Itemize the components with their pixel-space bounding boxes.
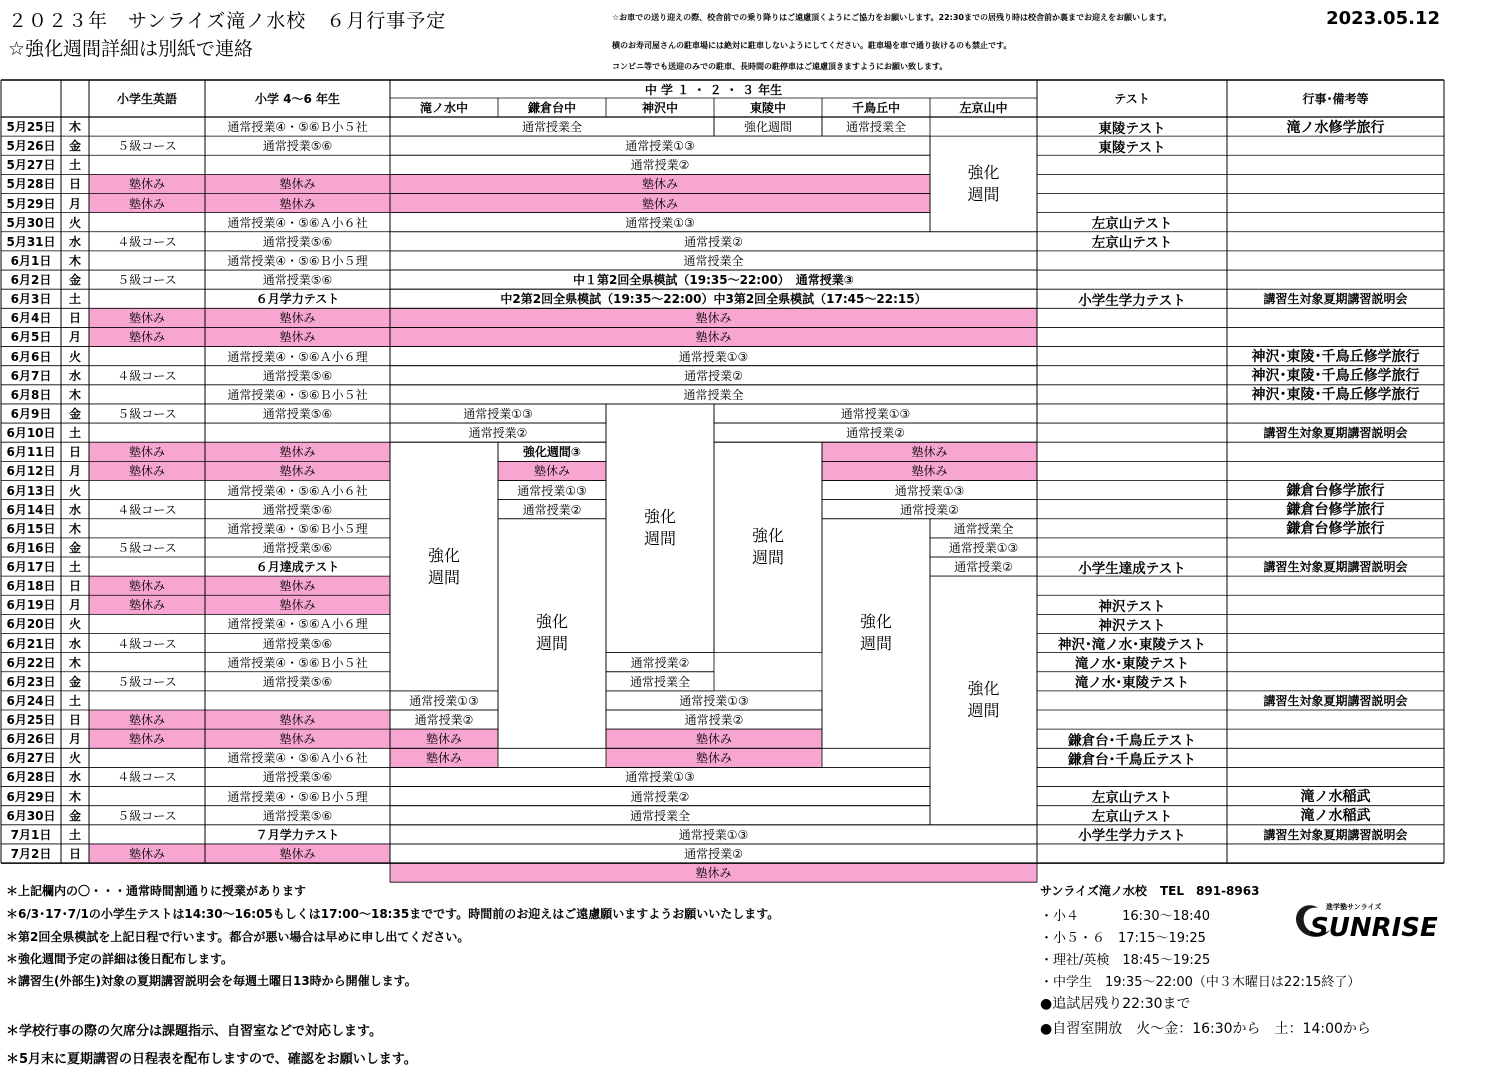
- row-event: 滝ノ水稲武: [1300, 789, 1371, 806]
- row-weekday: 土: [68, 292, 81, 307]
- chu-block: 通常授業②: [684, 368, 743, 383]
- row-weekday: 水: [68, 368, 81, 383]
- footer-note-6: ＊学校行事の際の欠席分は課題指示、自習室などで対応します。: [6, 1024, 382, 1039]
- row-eigo: ５級コース: [117, 407, 177, 421]
- row-date: 6月23日: [6, 674, 56, 689]
- row-event: 講習生対象夏期講習説明会: [1263, 292, 1408, 307]
- row-weekday: 木: [68, 655, 81, 670]
- row-weekday: 日: [68, 713, 81, 728]
- chu-block: 通常授業①③: [463, 407, 533, 421]
- row-weekday: 土: [68, 560, 81, 575]
- time-sho56: ・小５・６ 17:15〜19:25: [1040, 931, 1206, 946]
- row-date: 6月16日: [6, 540, 56, 555]
- row-weekday: 木: [68, 253, 81, 268]
- col-header-school: 神沢中: [641, 101, 678, 115]
- row-eigo: ４級コース: [117, 234, 177, 249]
- row-eigo: 塾休み: [128, 196, 165, 211]
- row-test: 東陵テスト: [1098, 139, 1166, 156]
- row-sho46: ７月学力テスト: [255, 827, 340, 842]
- row-sho46: 通常授業④・⑤⑥Ｂ小５社: [227, 120, 368, 135]
- row-date: 6月29日: [6, 789, 56, 804]
- row-eigo: ４級コース: [117, 770, 177, 785]
- row-weekday: 水: [68, 636, 81, 651]
- chu-block: 中2第2回全県模試（19:35〜22:00）中3第2回全県模試（17:45〜22:15）: [500, 292, 927, 307]
- chu-block: 通常授業①③: [679, 693, 749, 708]
- row-test: 神沢･滝ノ水･東陵テスト: [1058, 637, 1206, 654]
- row-weekday: 土: [68, 827, 81, 842]
- chu-block: 塾休み: [695, 732, 732, 747]
- row-sho46: 通常授業⑤⑥: [262, 139, 333, 154]
- col-header-event: 行事･備考等: [1302, 92, 1369, 106]
- row-weekday: 木: [68, 120, 81, 135]
- row-sho46: 通常授業⑤⑥: [262, 368, 333, 383]
- chu-block: 通常授業①③: [625, 139, 695, 154]
- row-date: 6月1日: [10, 253, 52, 268]
- row-sho46: 通常授業④・⑤⑥Ａ小６理: [227, 349, 368, 364]
- chu-block: 塾休み: [695, 311, 732, 326]
- row-weekday: 月: [68, 598, 81, 613]
- col-header-school: 左京山中: [959, 101, 1008, 115]
- row-date: 5月29日: [6, 196, 56, 211]
- row-weekday: 金: [68, 273, 81, 288]
- row-test: 滝ノ水･東陵テスト: [1074, 675, 1190, 692]
- chu-block: 中１第2回全県模試（19:35〜22:00） 通常授業③: [573, 273, 854, 288]
- row-sho46: 通常授業④・⑤⑥Ｂ小５社: [227, 655, 368, 670]
- time-risha: ・理社/英検 18:45〜19:25: [1040, 953, 1211, 968]
- row-sho46: ６月達成テスト: [255, 560, 340, 575]
- row-date: 7月1日: [10, 827, 52, 842]
- kyoka-label: 週間: [535, 634, 568, 654]
- row-event: 講習生対象夏期講習説明会: [1263, 827, 1408, 842]
- kyoka-label: 強化: [859, 612, 892, 632]
- row-sho46: 通常授業⑤⑥: [262, 770, 333, 785]
- chu-block: 強化週間③: [522, 445, 582, 460]
- row-event: 講習生対象夏期講習説明会: [1263, 693, 1408, 708]
- chu-block: 塾休み: [425, 751, 462, 766]
- chu-block: 通常授業②: [468, 426, 528, 441]
- row-weekday: 火: [68, 349, 81, 364]
- row-sho46: 通常授業⑤⑥: [262, 273, 333, 288]
- row-sho46: 塾休み: [279, 445, 316, 460]
- row-date: 6月2日: [10, 273, 52, 288]
- footer-note-4: ＊強化週間予定の詳細は後日配布します。: [6, 952, 234, 966]
- footer-note-1: ＊上記欄内の〇・・・通常時間割通りに授業があります: [6, 884, 307, 898]
- chu-block: 通常授業全: [683, 387, 744, 402]
- row-weekday: 火: [68, 215, 81, 230]
- row-eigo: ５級コース: [117, 139, 177, 154]
- kyoka-label: 強化: [751, 526, 784, 546]
- row-event: 神沢･東陵･千鳥丘修学旅行: [1251, 387, 1420, 404]
- row-date: 6月27日: [6, 751, 56, 766]
- row-eigo: ４級コース: [117, 636, 177, 651]
- row-weekday: 日: [68, 445, 81, 460]
- row-sho46: 通常授業⑤⑥: [262, 234, 333, 249]
- row-weekday: 土: [68, 693, 81, 708]
- chu-block: 通常授業②: [846, 426, 905, 441]
- row-date: 6月7日: [10, 368, 52, 383]
- row-event: 講習生対象夏期講習説明会: [1263, 426, 1408, 441]
- chu-block: 通常授業全: [629, 674, 690, 689]
- row-sho46: 通常授業⑤⑥: [262, 407, 333, 421]
- row-event: 滝ノ水稲武: [1300, 808, 1371, 825]
- row-date: 6月19日: [6, 598, 56, 613]
- row-eigo: 塾休み: [128, 177, 165, 192]
- row-sho46: 通常授業④・⑤⑥Ａ小６社: [227, 215, 368, 230]
- row-weekday: 月: [68, 464, 81, 479]
- chu-block: 通常授業全: [683, 253, 744, 268]
- footer-note-7: ＊5月末に夏期講習の日程表を配布しますので、確認をお願いします。: [6, 1052, 417, 1067]
- row-weekday: 日: [68, 177, 81, 192]
- chu-block: 通常授業全: [629, 808, 690, 823]
- row-weekday: 木: [68, 387, 81, 402]
- row-event: 鎌倉台修学旅行: [1286, 483, 1385, 500]
- chu-block: 通常授業①③: [948, 540, 1019, 555]
- page-title: ２０２３年 サンライズ滝ノ水校 ６月行事予定: [8, 10, 447, 32]
- row-date: 6月21日: [6, 636, 56, 651]
- row-weekday: 日: [68, 847, 81, 861]
- row-event: 講習生対象夏期講習説明会: [1263, 560, 1408, 575]
- row-event: 神沢･東陵･千鳥丘修学旅行: [1251, 368, 1420, 385]
- row-sho46: 通常授業④・⑤⑥Ａ小６社: [227, 751, 368, 766]
- row-date: 7月2日: [10, 847, 52, 861]
- chu-block: 強化週間: [743, 120, 792, 135]
- kyoka-label: 週間: [967, 701, 1000, 721]
- row-date: 6月8日: [10, 387, 52, 402]
- row-test: 鎌倉台･千鳥丘テスト: [1068, 751, 1196, 768]
- row-sho46: 塾休み: [279, 177, 316, 192]
- row-eigo: ５級コース: [117, 273, 177, 288]
- row-sho46: 塾休み: [279, 330, 316, 345]
- bullet-tsuishi: ●追試居残り22:30まで: [1040, 996, 1191, 1012]
- row-date: 6月6日: [10, 349, 52, 364]
- chu-block: 通常授業②: [630, 655, 690, 670]
- chu-block: 通常授業②: [684, 713, 744, 728]
- row-date: 6月13日: [6, 483, 56, 498]
- row-sho46: 塾休み: [279, 196, 316, 211]
- row-weekday: 木: [68, 521, 81, 536]
- chu-block: 塾休み: [911, 445, 948, 460]
- row-weekday: 水: [68, 770, 81, 785]
- row-date: 6月25日: [6, 713, 56, 728]
- row-sho46: 通常授業④・⑤⑥Ｂ小５理: [227, 789, 368, 804]
- row-event: 鎌倉台修学旅行: [1286, 502, 1385, 519]
- row-date: 6月4日: [10, 311, 52, 326]
- kyoka-label: 週間: [751, 548, 784, 568]
- row-eigo: 塾休み: [128, 713, 165, 728]
- row-weekday: 火: [68, 617, 81, 632]
- chu-block: 通常授業①③: [678, 827, 749, 842]
- row-date: 6月30日: [6, 808, 56, 823]
- notice-line-3: コンビニ等でも送迎のみでの駐車、長時間の駐停車はご遠慮頂きますようにお願い致します。: [612, 62, 948, 71]
- chu-block: 通常授業②: [522, 502, 582, 517]
- row-eigo: ４級コース: [117, 368, 177, 383]
- row-sho46: 塾休み: [279, 732, 316, 747]
- row-date: 6月15日: [6, 521, 56, 536]
- row-sho46: ６月学力テスト: [255, 292, 340, 307]
- row-date: 6月28日: [6, 770, 56, 785]
- row-event: 滝ノ水修学旅行: [1286, 119, 1385, 136]
- row-eigo: ５級コース: [117, 808, 177, 823]
- chu-block: 通常授業全: [521, 120, 582, 135]
- row-date: 6月17日: [6, 560, 56, 575]
- row-sho46: 塾休み: [279, 464, 316, 479]
- row-weekday: 金: [68, 139, 81, 154]
- notice-line-2: 横のお寿司屋さんの駐車場には絶対に駐車しないようにしてください。駐車場を車で通り抜けるのも禁止です。: [612, 41, 1012, 50]
- row-date: 5月31日: [6, 234, 56, 249]
- chu-block: 塾休み: [533, 464, 570, 479]
- row-sho46: 塾休み: [279, 847, 316, 861]
- row-sho46: 塾休み: [279, 713, 316, 728]
- footer-note-2: ＊6/3･17･7/1の小学生テストは14:30〜16:05もしくは17:00〜18:35までです。時間前のお迎えはご遠慮願いますようお願いいたします。: [6, 907, 780, 921]
- col-header-school: 千鳥丘中: [851, 101, 900, 115]
- col-header-school: 滝ノ水中: [419, 101, 468, 115]
- row-eigo: 塾休み: [128, 732, 165, 747]
- row-sho46: 塾休み: [279, 598, 316, 613]
- row-test: 小学生達成テスト: [1078, 560, 1186, 577]
- row-test: 左京山テスト: [1091, 790, 1173, 807]
- col-header-chu: 中 学 １ ・ ２ ・ ３ 年生: [644, 82, 783, 97]
- chu-block: 通常授業①③: [625, 770, 695, 785]
- kyoka-label: 強化: [967, 162, 1000, 182]
- row-date: 6月11日: [6, 445, 56, 460]
- row-date: 5月30日: [6, 215, 56, 230]
- chu-block: 塾休み: [911, 464, 948, 479]
- row-sho46: 通常授業⑤⑥: [262, 502, 333, 517]
- chu-block: 通常授業①③: [840, 407, 911, 421]
- chu-block: 塾休み: [695, 330, 732, 345]
- chu-block: 通常授業②: [414, 713, 474, 728]
- row-date: 6月18日: [6, 579, 56, 594]
- row-date: 5月25日: [6, 120, 56, 135]
- row-test: 小学生学力テスト: [1078, 828, 1186, 845]
- row-weekday: 月: [68, 330, 81, 345]
- row-test: 小学生学力テスト: [1078, 292, 1186, 309]
- chu-block: 通常授業②: [630, 158, 690, 173]
- col-header-test: テスト: [1114, 92, 1150, 106]
- col-header-eigo: 小学生英語: [116, 92, 177, 106]
- footer-note-5: ＊講習生(外部生)対象の夏期講習説明会を毎週土曜日13時から開催します。: [6, 974, 417, 988]
- chu-block: 通常授業②: [630, 789, 690, 804]
- row-weekday: 金: [68, 808, 81, 823]
- issue-date: 2023.05.12: [1326, 8, 1440, 29]
- chu-block: 通常授業②: [954, 560, 1013, 575]
- row-weekday: 火: [68, 751, 81, 766]
- row-eigo: 塾休み: [128, 330, 165, 345]
- row-date: 6月10日: [6, 426, 56, 441]
- kyoka-label: 週間: [967, 184, 1000, 204]
- time-chu: ・中学生 19:35〜22:00（中３木曜日は22:15終了）: [1040, 975, 1361, 990]
- row-weekday: 金: [68, 407, 81, 421]
- chu-block: 塾休み: [641, 196, 678, 211]
- kyoka-label: 強化: [427, 545, 460, 565]
- row-sho46: 通常授業⑤⑥: [262, 636, 333, 651]
- kyoka-label: 週間: [643, 529, 676, 549]
- page-subtitle: ☆強化週間詳細は別紙で連絡: [8, 38, 254, 60]
- row-test: 左京山テスト: [1091, 809, 1173, 826]
- row-sho46: 通常授業④・⑤⑥Ａ小６社: [227, 483, 368, 498]
- time-sho4: ・小４ 16:30〜18:40: [1040, 909, 1211, 924]
- chu-block: 通常授業②: [684, 847, 743, 861]
- row-test: 左京山テスト: [1091, 235, 1173, 252]
- row-eigo: 塾休み: [128, 311, 165, 326]
- row-date: 5月28日: [6, 177, 56, 192]
- row-weekday: 水: [68, 234, 81, 249]
- row-date: 6月22日: [6, 655, 56, 670]
- row-eigo: ５級コース: [117, 674, 177, 689]
- row-weekday: 日: [68, 311, 81, 326]
- chu-block: 通常授業①③: [625, 215, 695, 230]
- row-weekday: 月: [68, 196, 81, 211]
- row-sho46: 通常授業⑤⑥: [262, 674, 333, 689]
- col-header-school: 鎌倉台中: [527, 101, 576, 115]
- row-sho46: 塾休み: [279, 579, 316, 594]
- row-date: 6月9日: [10, 407, 52, 421]
- row-weekday: 土: [68, 426, 81, 441]
- footer-note-3: ＊第2回全県模試を上記日程で行います。都合が悪い場合は早めに申し出てください。: [6, 930, 470, 944]
- row-eigo: 塾休み: [128, 598, 165, 613]
- row-date: 6月5日: [10, 330, 52, 345]
- col-header-school: 東陵中: [749, 101, 786, 115]
- kyoka-label: 週間: [427, 567, 460, 587]
- row-weekday: 火: [68, 483, 81, 498]
- row-weekday: 金: [68, 674, 81, 689]
- row-eigo: ５級コース: [117, 540, 177, 555]
- row-weekday: 金: [68, 540, 81, 555]
- row-sho46: 通常授業④・⑤⑥Ｂ小５理: [227, 521, 368, 536]
- row-weekday: 木: [68, 789, 81, 804]
- chu-block: 通常授業①③: [894, 483, 965, 498]
- row-weekday: 日: [68, 579, 81, 594]
- sunrise-logo: [1292, 896, 1438, 946]
- row-date: 6月14日: [6, 502, 56, 517]
- row-eigo: 塾休み: [128, 464, 165, 479]
- row-eigo: 塾休み: [128, 579, 165, 594]
- bullet-jishushitsu: ●自習室開放 火〜金：16:30から 土：14:00から: [1040, 1021, 1371, 1037]
- chu-block: 通常授業全: [953, 521, 1014, 536]
- row-sho46: 通常授業④・⑤⑥Ｂ小５理: [227, 253, 368, 268]
- row-date: 5月27日: [6, 158, 56, 173]
- kyoka-label: 週間: [859, 634, 892, 654]
- row-date: 5月26日: [6, 139, 56, 154]
- row-sho46: 塾休み: [279, 311, 316, 326]
- row-date: 6月12日: [6, 464, 56, 479]
- chu-block: 塾休み: [641, 177, 678, 192]
- row-sho46: 通常授業⑤⑥: [262, 540, 333, 555]
- row-weekday: 土: [68, 158, 81, 173]
- row-weekday: 月: [68, 732, 81, 747]
- row-eigo: ４級コース: [117, 502, 177, 517]
- row-date: 6月20日: [6, 617, 56, 632]
- logo-small-text: 進学塾サンライズ: [1326, 903, 1382, 911]
- col-header-sho46: 小学 4〜6 年生: [254, 92, 341, 106]
- row-test: 神沢テスト: [1098, 617, 1166, 634]
- kyoka-label: 強化: [967, 679, 1000, 699]
- chu-block: 塾休み: [695, 866, 732, 881]
- chu-block: 通常授業②: [900, 502, 959, 517]
- row-test: 鎌倉台･千鳥丘テスト: [1068, 732, 1196, 749]
- notice-line-1: ☆お車での送り迎えの際、校舎前での乗り降りはご遠慮頂くようにご協力をお願いします。22:30までの居残り時は校舎前か裏までお迎えをお願いします。: [612, 13, 1172, 22]
- kyoka-label: 強化: [535, 612, 568, 632]
- row-event: 神沢･東陵･千鳥丘修学旅行: [1251, 349, 1420, 366]
- row-test: 神沢テスト: [1098, 598, 1166, 615]
- row-date: 6月26日: [6, 732, 56, 747]
- chu-block: 塾休み: [695, 751, 732, 766]
- row-sho46: 通常授業④・⑤⑥Ａ小６理: [227, 617, 368, 632]
- logo-text: SUNRISE: [1310, 913, 1438, 943]
- row-event: 鎌倉台修学旅行: [1286, 521, 1385, 538]
- chu-block: 通常授業①③: [409, 693, 479, 708]
- row-test: 東陵テスト: [1098, 120, 1166, 137]
- chu-block: 通常授業①③: [678, 349, 749, 364]
- row-weekday: 水: [68, 502, 81, 517]
- row-sho46: 通常授業⑤⑥: [262, 808, 333, 823]
- chu-block: 通常授業②: [684, 234, 743, 249]
- chu-block: 塾休み: [425, 732, 462, 747]
- school-name: サンライズ滝ノ水校: [1040, 884, 1147, 898]
- row-date: 6月24日: [6, 693, 56, 708]
- row-test: 滝ノ水･東陵テスト: [1074, 656, 1190, 673]
- kyoka-label: 強化: [643, 507, 676, 527]
- row-test: 左京山テスト: [1091, 216, 1173, 233]
- row-sho46: 通常授業④・⑤⑥Ｂ小５社: [227, 387, 368, 402]
- chu-block: 通常授業全: [845, 120, 906, 135]
- row-eigo: 塾休み: [128, 847, 165, 861]
- chu-block: 通常授業①③: [517, 483, 587, 498]
- row-date: 6月3日: [10, 292, 52, 307]
- row-eigo: 塾休み: [128, 445, 165, 460]
- school-tel: TEL 891-8963: [1160, 884, 1260, 898]
